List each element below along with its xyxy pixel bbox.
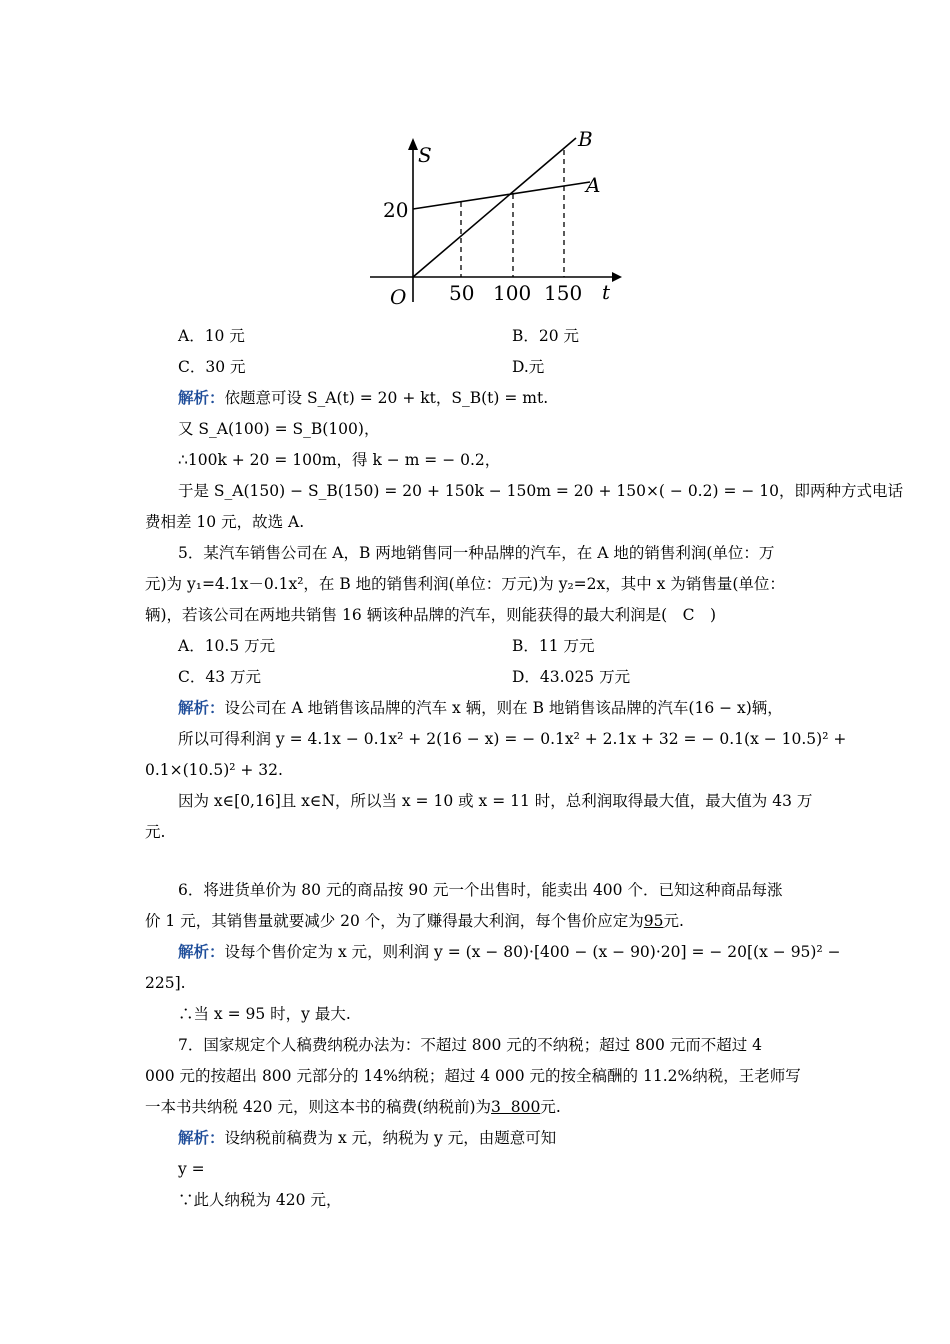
jiexi-label: 解析：	[178, 388, 225, 407]
line-b-label: B	[578, 127, 593, 151]
origin-label: O	[390, 285, 407, 309]
q4-option-c: C．30 元	[178, 358, 246, 376]
q5-option-c: C．43 万元	[178, 668, 262, 686]
q5-option-d: D．43.025 万元	[512, 668, 631, 686]
q4-solution-4b: 费相差 10 元，故选 A.	[145, 513, 305, 531]
q6-answer: 95	[643, 912, 664, 930]
q6-solution-2: 225].	[145, 974, 186, 992]
q5-option-b: B．11 万元	[512, 637, 595, 655]
q5-solution-4: 因为 x∈[0,16]且 x∈N，所以当 x = 10 或 x = 11 时，总利润取得最大值，最大值为 43 万	[178, 792, 813, 810]
q4-option-d: D.元	[512, 358, 545, 376]
q7-stem-1: 7．国家规定个人稿费纳税办法为：不超过 800 元的不纳税；超过 800 元而不超过 4	[178, 1036, 763, 1054]
q5-stem-2: 元)为 y₁=4.1x－0.1x²，在 B 地的销售利润(单位：万元)为 y₂=2x，其中 x 为销售量(单位：	[145, 575, 785, 593]
q4-solution-4a: 于是 S_A(150) − S_B(150) = 20 + 150k − 150m = 20 + 150×( − 0.2) = − 10，即两种方式电话	[178, 482, 903, 500]
q4-option-a: A．10 元	[178, 327, 245, 345]
q6-stem-2: 价 1 元，其销售量就要减少 20 个，为了赚得最大利润，每个售价应定为95元.	[145, 912, 684, 930]
q4-solution-3: ∴100k + 20 = 100m，得 k − m = − 0.2，	[178, 451, 501, 469]
x-tick-100: 100	[493, 281, 532, 305]
q4-solution-1: 解析：依题意可设 S_A(t) = 20 + kt，S_B(t) = mt.	[178, 388, 549, 407]
q5-stem-1: 5．某汽车销售公司在 A，B 两地销售同一种品牌的汽车，在 A 地的销售利润(单位：万	[178, 544, 775, 562]
q7-solution-2: y =	[178, 1160, 205, 1178]
jiexi-label: 解析：	[178, 942, 225, 961]
q5-stem-3: 辆)，若该公司在两地共销售 16 辆该种品牌的汽车，则能获得的最大利润是( C )	[145, 606, 717, 624]
jiexi-label: 解析：	[178, 698, 225, 717]
q6-stem-1: 6．将进货单价为 80 元的商品按 90 元一个出售时，能卖出 400 个．已知这种商品每涨	[178, 881, 783, 899]
q4-option-b: B．20 元	[512, 327, 580, 345]
q5-solution-2: 所以可得利润 y = 4.1x − 0.1x² + 2(16 − x) = − 0.1x² + 2.1x + 32 = − 0.1(x − 10.5)² +	[178, 730, 847, 748]
x-axis-arrow	[612, 272, 622, 282]
line-a-label: A	[586, 173, 601, 197]
jiexi-label: 解析：	[178, 1128, 225, 1147]
q4-solution-2: 又 S_A(100) = S_B(100)，	[178, 420, 380, 438]
y-tick-20: 20	[383, 198, 409, 222]
q7-answer: 3 800	[491, 1098, 541, 1116]
q5-solution-5: 元.	[145, 823, 166, 841]
y-axis-arrow	[408, 138, 418, 150]
q5-solution-1: 解析：设公司在 A 地销售该品牌的汽车 x 辆，则在 B 地销售该品牌的汽车(16 − x)辆，	[178, 698, 783, 717]
q5-solution-3: 0.1×(10.5)² + 32.	[145, 761, 283, 779]
s-t-graph	[360, 124, 630, 314]
q7-stem-3: 一本书共纳税 420 元，则这本书的稿费(纳税前)为3 800元.	[145, 1098, 561, 1116]
line-b	[413, 138, 576, 277]
q7-solution-1: 解析：设纳税前稿费为 x 元，纳税为 y 元，由题意可知	[178, 1128, 557, 1147]
q7-stem-2: 000 元的按超出 800 元部分的 14%纳税；超过 4 000 元的按全稿酬的 11.2%纳税，王老师写	[145, 1067, 801, 1085]
x-tick-50: 50	[449, 281, 475, 305]
y-axis-label: S	[418, 143, 432, 167]
q6-solution-3: ∴当 x = 95 时，y 最大.	[178, 1005, 351, 1023]
q6-solution-1: 解析：设每个售价定为 x 元，则利润 y = (x − 80)·[400 − (x − 90)·20] = − 20[(x − 95)² −	[178, 942, 841, 961]
x-axis-label: t	[602, 280, 611, 304]
q7-solution-3: ∵此人纳税为 420 元，	[178, 1191, 342, 1209]
q5-option-a: A．10.5 万元	[178, 637, 276, 655]
x-tick-150: 150	[544, 281, 583, 305]
